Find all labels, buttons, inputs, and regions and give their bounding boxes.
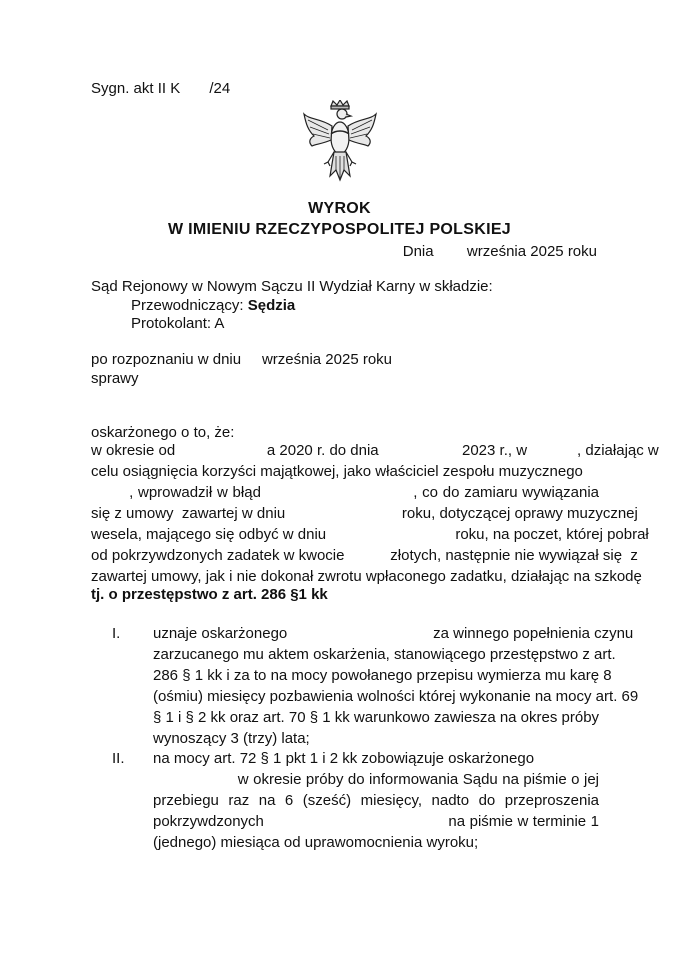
polish-eagle-emblem-icon	[300, 100, 380, 182]
point-line: 286 § 1 kk i za to na mocy powołanego przepisu wymierza mu karę 8	[153, 667, 612, 684]
presiding-judge-value: Sędzia	[247, 297, 296, 314]
point-number: II.	[112, 750, 125, 767]
case-signature: Sygn. akt II K /24	[91, 80, 231, 97]
charge-line: wesela, mającego się odbyć w dniu roku, na poczet, której pobrał	[91, 526, 649, 543]
point-line: uznaje oskarżonego za winnego popełnienia czynu	[153, 625, 634, 642]
point-line: przebiegu raz na 6 (sześć) miesięcy, nadto do przeproszenia	[153, 792, 599, 809]
charge-line: celu osiągnięcia korzyści majątkowej, jako właściciel zespołu muzycznego	[91, 463, 638, 480]
proceedings-line-2: sprawy	[91, 370, 139, 387]
charge-line: , wprowadził w błąd , co do zamiaru wywiązania	[91, 484, 599, 501]
court-composition: Sąd Rejonowy w Nowym Sączu II Wydział Karny w składzie:	[91, 278, 493, 295]
proceedings-line-1: po rozpoznaniu w dniu września 2025 roku	[91, 351, 393, 368]
legal-basis: tj. o przestępstwo z art. 286 §1 kk	[91, 586, 328, 603]
charge-line: od pokrzywdzonych zadatek w kwocie złotych, następnie nie wywiązał się z	[91, 547, 638, 564]
judgment-date: Dnia września 2025 roku	[402, 243, 597, 260]
charge-intro: oskarżonego o to, że:	[91, 424, 235, 441]
point-line: (ośmiu) miesięcy pozbawienia wolności której wykonanie na mocy art. 69	[153, 688, 639, 705]
charge-line: w okresie od a 2020 r. do dnia 2023 r., w , działając w	[91, 442, 659, 459]
point-line: § 1 i § 2 kk oraz art. 70 § 1 kk warunkowo zawiesza na okres próby	[153, 709, 600, 726]
presiding-judge-label: Przewodniczący:	[131, 297, 244, 314]
document-title: WYROK	[308, 200, 371, 217]
point-line: (jednego) miesiąca od uprawomocnienia wyroku;	[153, 834, 479, 851]
point-line: wynoszący 3 (trzy) lata;	[153, 730, 310, 747]
charge-line: się z umowy zawartej w dniu roku, dotyczącej oprawy muzycznej	[91, 505, 638, 522]
document-subtitle: W IMIENIU RZECZYPOSPOLITEJ POLSKIEJ	[168, 221, 511, 238]
point-line: na mocy art. 72 § 1 pkt 1 i 2 kk zobowiązuje oskarżonego	[153, 750, 535, 767]
charge-line: zawartej umowy, jak i nie dokonał zwrotu wpłaconego zadatku, działając na szkodę	[91, 568, 642, 585]
point-line: pokrzywdzonych na piśmie w terminie 1	[153, 813, 599, 830]
presiding-judge	[131, 297, 295, 314]
court-clerk: Protokolant: A	[131, 315, 225, 332]
point-line: w okresie próby do informowania Sądu na piśmie o jej	[153, 771, 599, 788]
point-line: zarzucanego mu aktem oskarżenia, stanowiącego przestępstwo z art.	[153, 646, 616, 663]
point-number: I.	[112, 625, 121, 642]
